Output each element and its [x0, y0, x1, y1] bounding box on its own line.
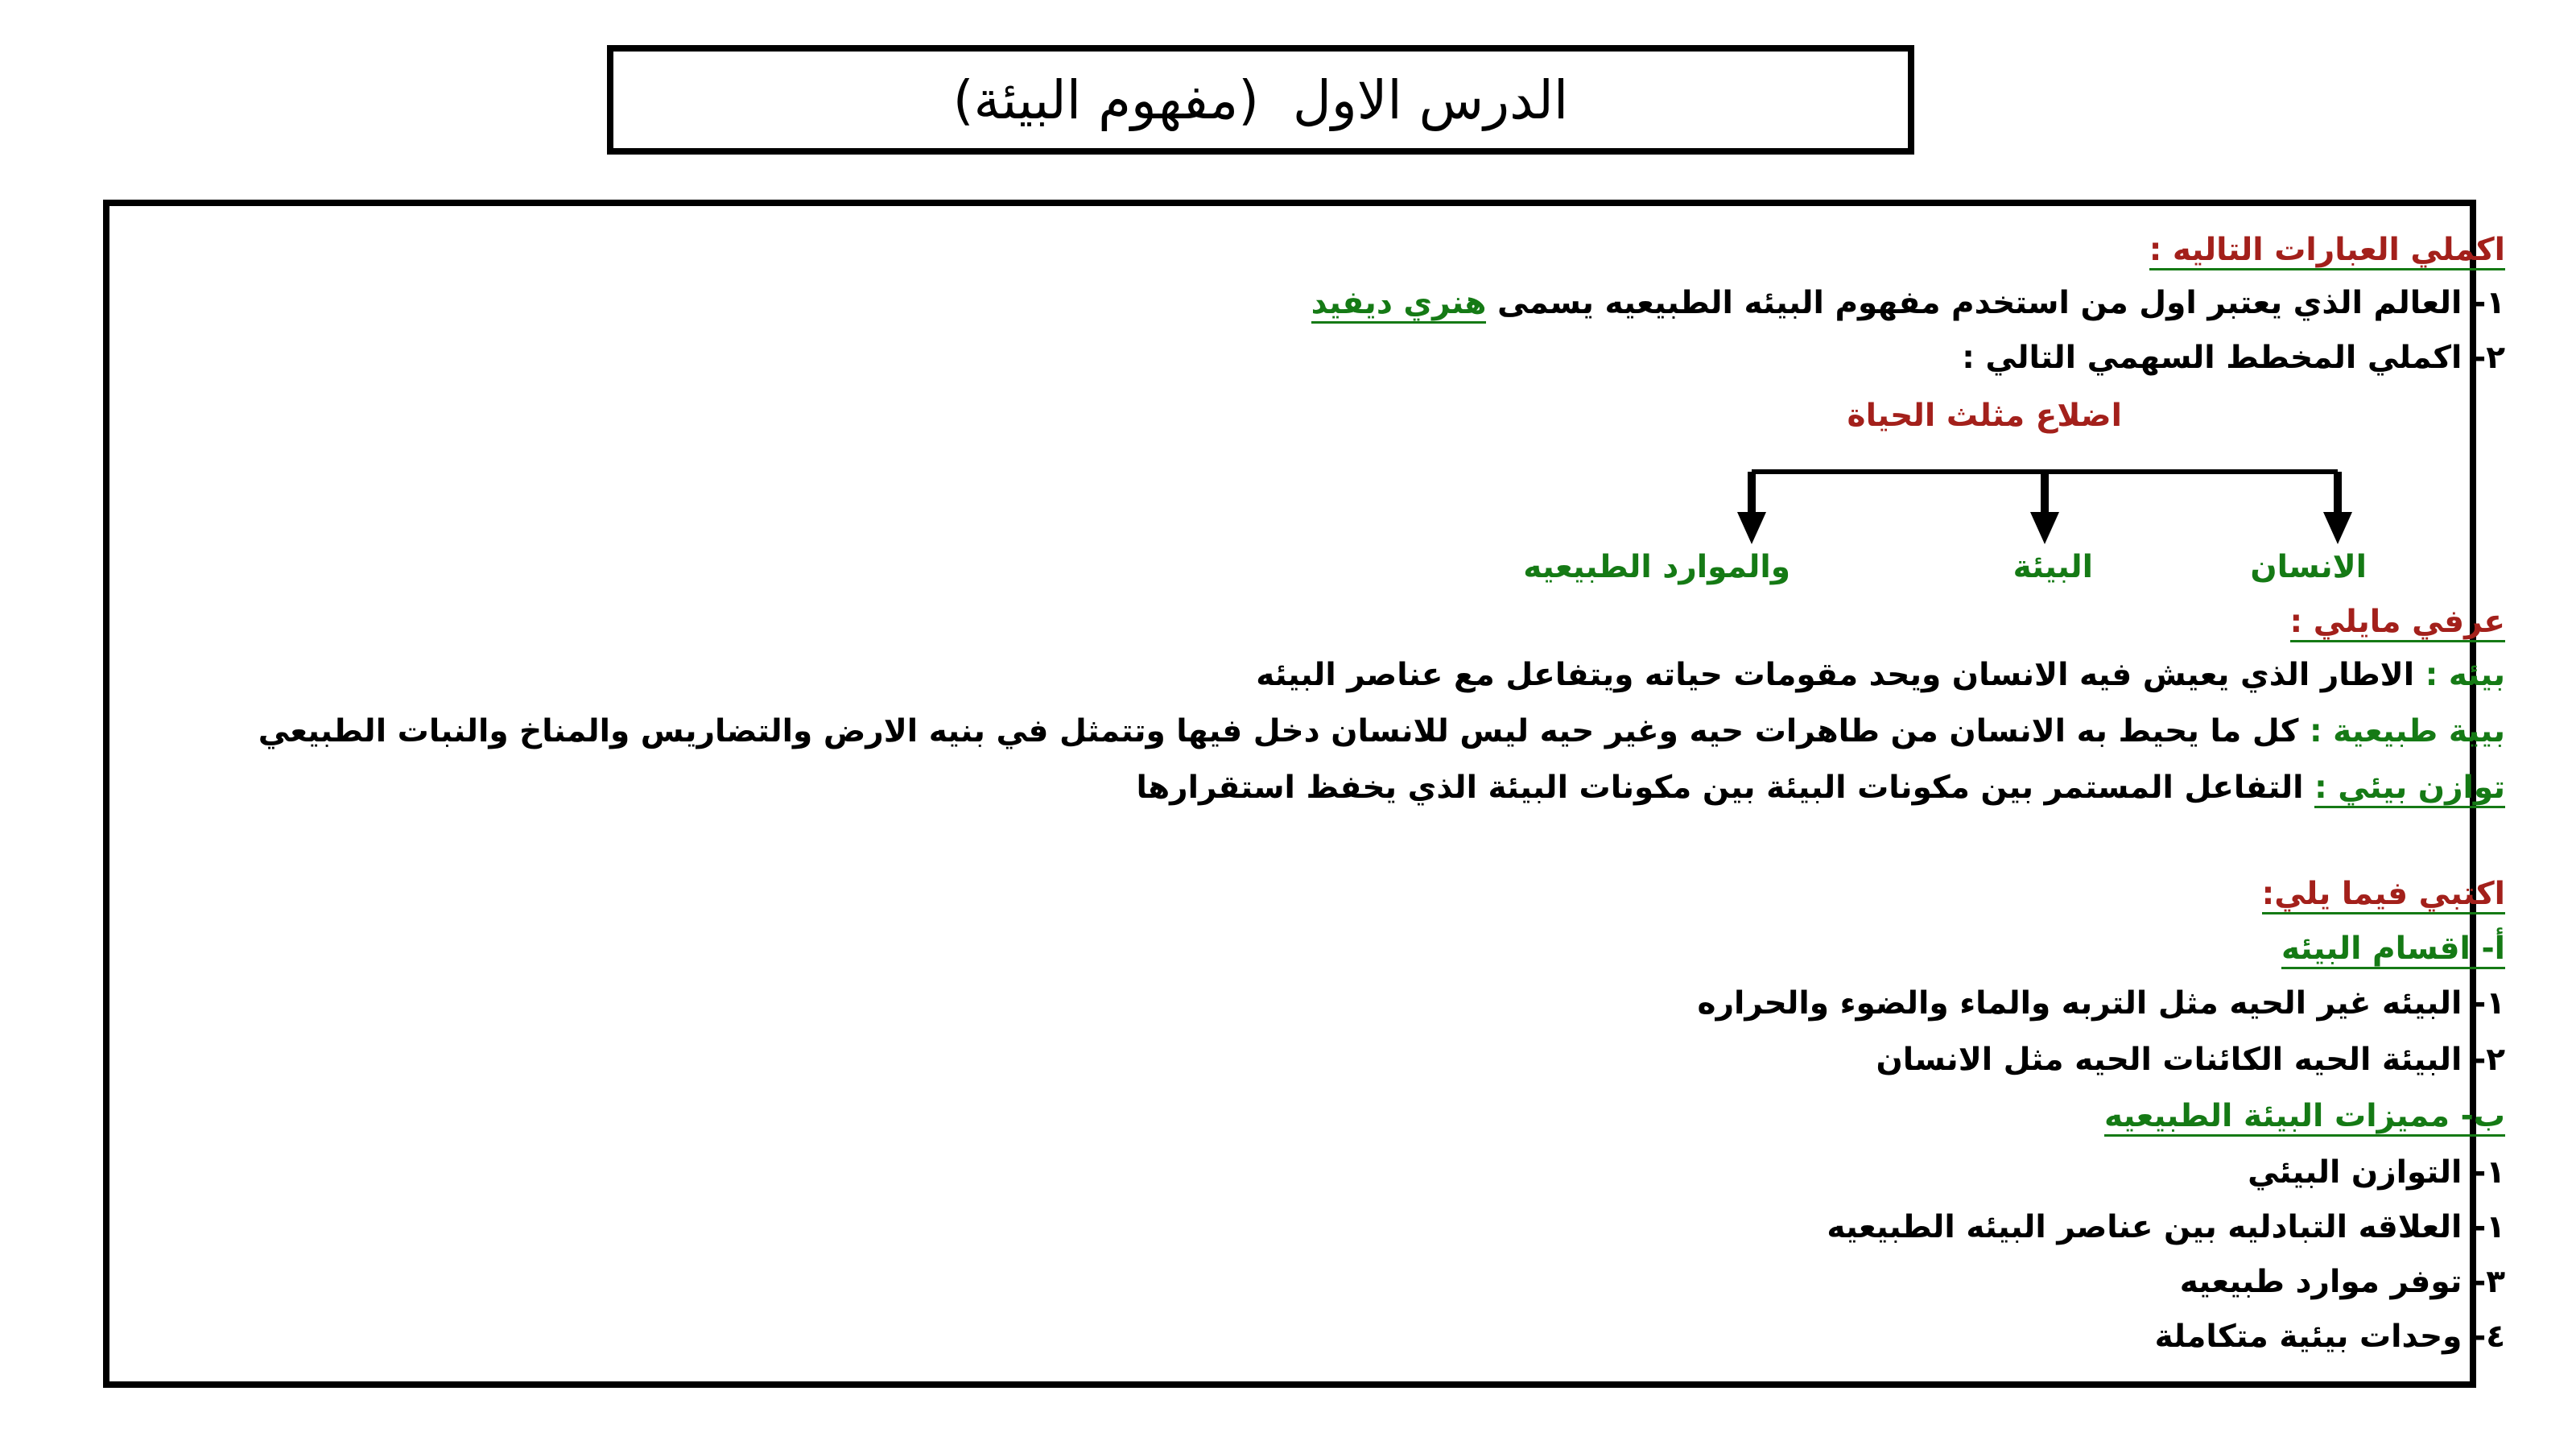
definition-environment [1256, 658, 2505, 693]
definition-term: بيية طبيعية : [2309, 713, 2505, 749]
title-box [607, 45, 1914, 155]
section3-a-heading [2281, 932, 2505, 967]
list-item: ٣- توفر موارد طبيعيه [2179, 1264, 2505, 1300]
section3-a-heading-text: أ- اقسام البيئه [2281, 931, 2505, 969]
section3-b-heading-text: ب- مميزات البيئة الطبيعيه [2104, 1098, 2505, 1137]
definition-ecological-balance [1136, 771, 2505, 806]
section1-heading [2149, 233, 2505, 268]
definition-text: الاطار الذي يعيش فيه الانسان ويحد مقومات حياته ويتفاعل مع عناصر البيئه [1256, 657, 2425, 693]
question-1 [1311, 287, 2505, 321]
definition-text: التفاعل المستمر بين مكونات البيئة بين مكونات البيئة الذي يخفظ استقرارها [1136, 770, 2315, 806]
section2-heading [2290, 605, 2505, 640]
question-1-text: ١- العالم الذي يعتبر اول من استخدم مفهوم البيئه الطبيعيه يسمى [1486, 285, 2505, 321]
definition-text: كل ما يحيط به الانسان من طاهرات حيه وغير حيه ليس للانسان دخل فيها وتتمثل في بنيه الارض والتضاريس والمناخ والنبات الطبيعي [258, 713, 2310, 749]
question-2: ٢- اكملي المخطط السهمي التالي : [1962, 340, 2505, 376]
list-item: ٢- البيئة الحيه الكائنات الحيه مثل الانسان [1876, 1042, 2505, 1078]
section1-heading-text: اكملي العبارات التاليه : [2149, 232, 2505, 270]
diagram-node-resources: والموارد الطبيعيه [1523, 549, 1790, 585]
list-item: ١- العلاقه التبادليه بين عناصر البيئه الطبيعيه [1827, 1209, 2505, 1245]
list-item: ١- البيئه غير الحيه مثل التربه والماء والضوء والحراره [1697, 985, 2505, 1022]
section2-heading-text: عرفي مايلي : [2290, 604, 2505, 642]
diagram-node-environment: البيئة [2013, 549, 2093, 585]
section3-heading [2262, 877, 2505, 912]
list-item: ١- التوازن البيئي [2248, 1154, 2505, 1191]
definition-natural-environment [258, 715, 2505, 749]
question-1-answer: هنري ديفيد [1311, 285, 1487, 324]
section3-heading-text: اكتبي فيما يلي: [2262, 876, 2505, 914]
definition-term: بيئه : [2425, 657, 2505, 693]
page-title: الدرس الاول (مفهوم البيئة) [952, 68, 1569, 131]
diagram-root: اضلاع مثلث الحياة [1847, 398, 2122, 434]
section3-b-heading [2104, 1100, 2505, 1134]
list-item: ٤- وحدات بيئية متكاملة [2154, 1319, 2505, 1355]
diagram-node-human: الانسان [2250, 549, 2367, 585]
definition-term: توازن بيئي : [2314, 770, 2505, 808]
